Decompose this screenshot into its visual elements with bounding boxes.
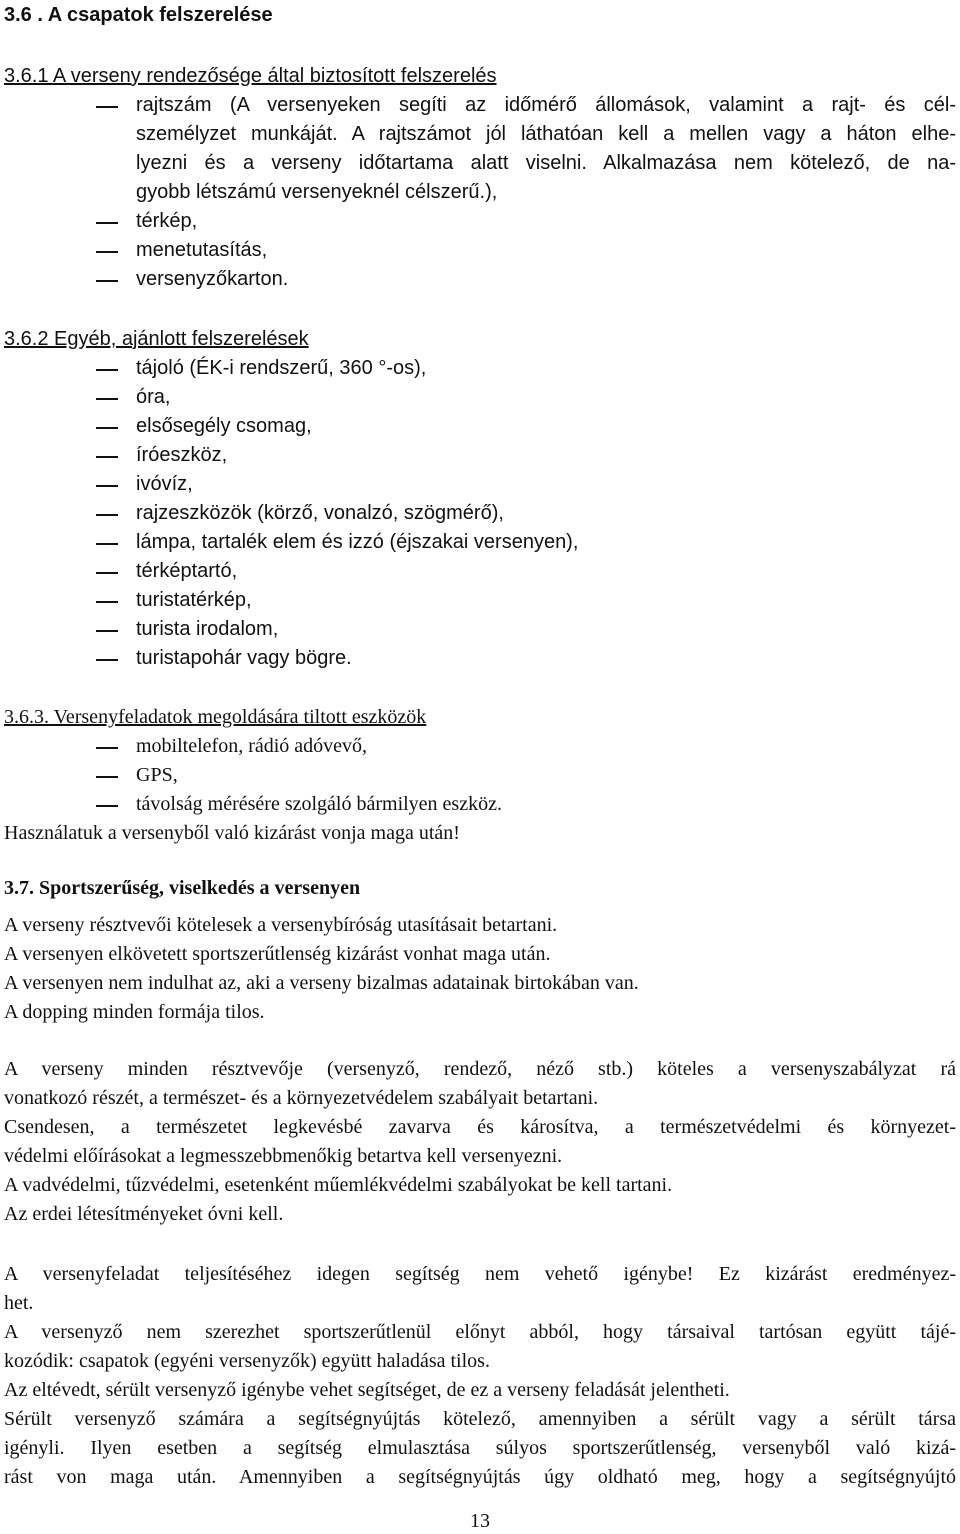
paragraph-line: igényli. Ilyen esetben a segítség elmulasztása súlyos sportszerűtlenség, versenyből való kizá- (4, 1437, 956, 1459)
list-item: rajzeszközök (körző, vonalzó, szögmérő), (96, 499, 578, 528)
list-item: lámpa, tartalék elem és izzó (éjszakai versenyen), (96, 528, 578, 557)
paragraph-line: A versenyen nem indulhat az, aki a verseny bizalmas adatainak birtokában van. (4, 972, 639, 994)
prohibited-items-list (96, 732, 502, 819)
list-item: versenyzőkarton. (96, 265, 288, 294)
prohibition-note: Használatuk a versenyből való kizárást vonja maga után! (4, 822, 460, 844)
subsection-heading-3-6-3: 3.6.3. Versenyfeladatok megoldására tiltott eszközök (4, 706, 427, 728)
paragraph-line: Csendesen, a természetet legkevésbé zavarva és károsítva, a természetvédelmi és környezet- (4, 1116, 956, 1138)
list-item-line: rajtszám (A versenyeken segíti az időmérő állomások, valamint a rajt- és cél- (136, 94, 956, 116)
list-item: menetutasítás, (96, 236, 288, 265)
list-item: íróeszköz, (96, 441, 578, 470)
list-item: ivóvíz, (96, 470, 578, 499)
equipment-list-recommended (96, 354, 578, 673)
list-item: térkép, (96, 207, 288, 236)
paragraph-line: Az erdei létesítményeket óvni kell. (4, 1203, 284, 1225)
paragraph-line: A verseny résztvevői kötelesek a versenybíróság utasításait betartani. (4, 914, 558, 936)
list-item: tájoló (ÉK-i rendszerű, 360 °-os), (96, 354, 578, 383)
list-item-line: lyezni és a verseny időtartama alatt viselni. Alkalmazása nem kötelező, de na- (136, 152, 956, 174)
subsection-heading-3-6-2: 3.6.2 Egyéb, ajánlott felszerelések (4, 328, 309, 350)
paragraph-line: vonatkozó részét, a természet- és a környezetvédelem szabályait betartani. (4, 1087, 599, 1109)
paragraph-line: A vadvédelmi, tűzvédelmi, esetenként műemlékvédelmi szabályokat be kell tartani. (4, 1174, 673, 1196)
list-item-line: gyobb létszámú versenyeknél célszerű.), (136, 181, 498, 203)
list-item: GPS, (96, 761, 502, 790)
paragraph-line: Az eltévedt, sérült versenyző igénybe vehet segítséget, de ez a verseny feladását jelentheti. (4, 1379, 730, 1401)
paragraph-line: het. (4, 1292, 34, 1314)
paragraph-line: kozódik: csapatok (egyéni versenyzők) együtt haladása tilos. (4, 1350, 490, 1372)
paragraph-line: rást von maga után. Amennyiben a segítségnyújtás úgy oldható meg, hogy a segítségnyújtó (4, 1466, 956, 1488)
list-item: térképtartó, (96, 557, 578, 586)
subsection-heading-3-6-1: 3.6.1 A verseny rendezősége által biztosított felszerelés (4, 65, 497, 87)
section-heading-3-7: 3.7. Sportszerűség, viselkedés a versenyen (4, 877, 361, 899)
paragraph-line: védelmi előírásokat a legmesszebbmenőkig betartva kell versenyezni. (4, 1145, 563, 1167)
list-item: turista irodalom, (96, 615, 578, 644)
list-item: turistatérkép, (96, 586, 578, 615)
list-item: mobiltelefon, rádió adóvevő, (96, 732, 502, 761)
list-item: óra, (96, 383, 578, 412)
list-dash (96, 91, 136, 120)
paragraph-line: A versenyfeladat teljesítéséhez idegen segítség nem vehető igénybe! Ez kizárást eredményez- (4, 1263, 956, 1285)
list-item: távolság mérésére szolgáló bármilyen eszköz. (96, 790, 502, 819)
page-number: 13 (470, 1510, 490, 1532)
section-title: 3.6 . A csapatok felszerelése (4, 4, 273, 26)
paragraph-line: Sérült versenyző számára a segítségnyújtás kötelező, amennyiben a sérült vagy a sérült társa (4, 1408, 956, 1430)
list-item: turistapohár vagy bögre. (96, 644, 578, 673)
paragraph-line: A dopping minden formája tilos. (4, 1001, 265, 1023)
paragraph-line: A verseny minden résztvevője (versenyző, rendező, néző stb.) köteles a versenyszabályzat rá (4, 1058, 956, 1080)
list-item-line: személyzet munkáját. A rajtszámot jól láthatóan kell a mellen vagy a háton elhe- (136, 123, 956, 145)
paragraph-line: A versenyen elkövetett sportszerűtlenség kizárást vonhat maga után. (4, 943, 551, 965)
paragraph-line: A versenyző nem szerezhet sportszerűtlenül előnyt abból, hogy társaival tartósan együtt tájé- (4, 1321, 956, 1343)
list-item: elsősegély csomag, (96, 412, 578, 441)
